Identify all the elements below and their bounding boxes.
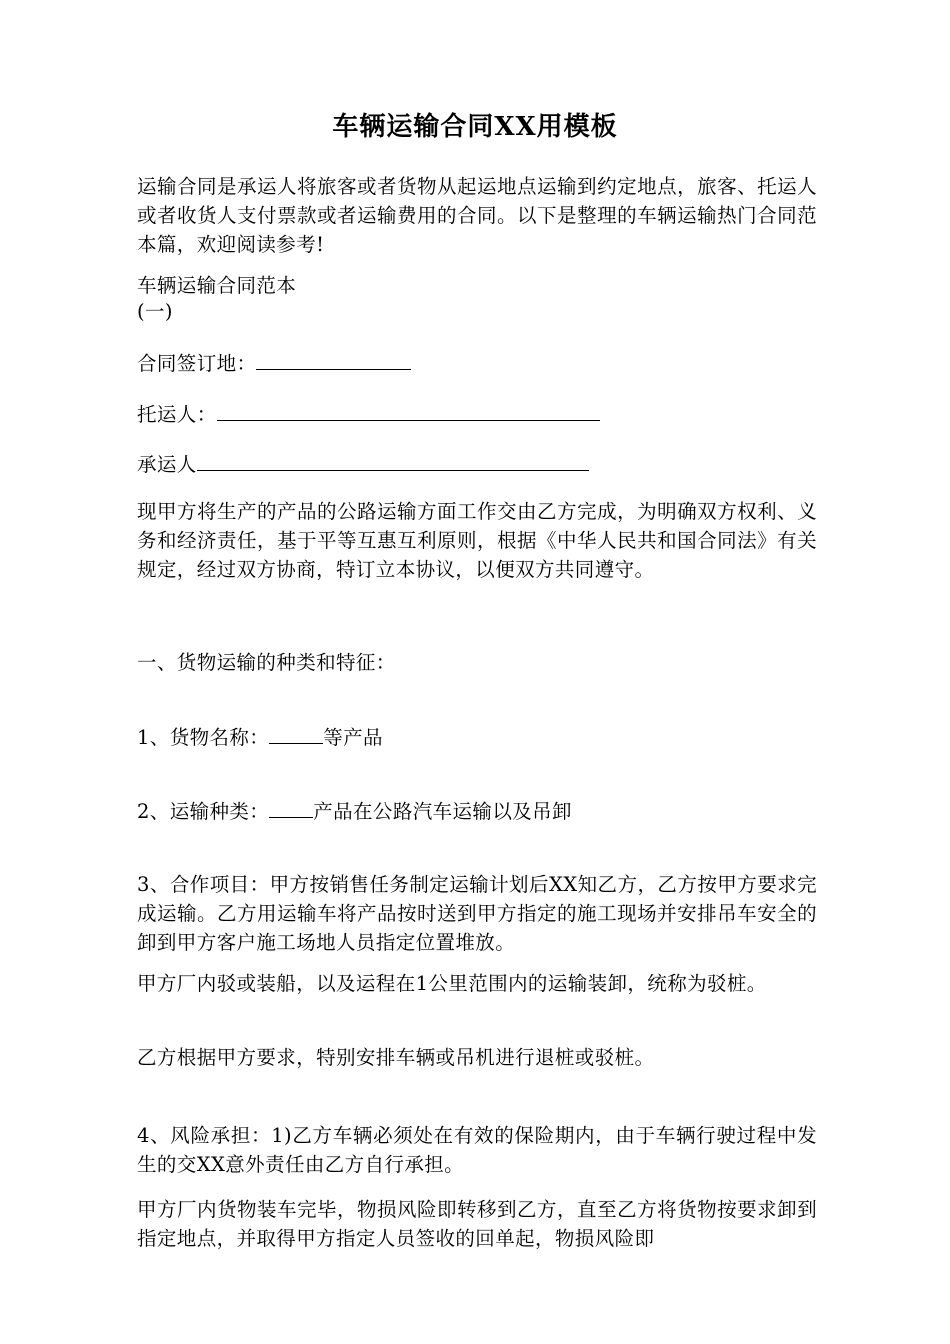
carrier-label: 承运人 [137,453,197,476]
sign-place-label: 合同签订地： [137,352,257,375]
section-heading: 车辆运输合同范本 [137,274,297,297]
intro-paragraph: 运输合同是承运人将旅客或者货物从起运地点运输到约定地点，旅客、托运人或者收货人支付票款或者运输费用的合同。以下是整理的车辆运输热门合同范本篇，欢迎阅读参考! [137,175,817,256]
shipper-line [137,399,600,429]
carrier-line [137,449,589,479]
sign-place-blank [256,348,411,370]
factory-paragraph: 甲方厂内驳或装船，以及运程在1公里范围内的运输装卸，统称为驳桩。 [137,972,767,995]
document-title: 车辆运输合同XX用模板 [332,112,618,142]
transport-type-blank [269,796,313,818]
item-1-prefix: 1、货物名称： [137,726,270,749]
carrier-blank [197,449,589,471]
shipper-label: 托运人： [137,403,217,426]
item-cargo-name [137,722,383,752]
cargo-name-blank [269,722,323,744]
item-risk: 4、风险承担：1)乙方车辆必须处在有效的保险期内，由于车辆行驶过程中发生的交XX意外责任由乙方自行承担。 [137,1124,817,1176]
sign-place-line [137,348,411,378]
item-cooperation: 3、合作项目：甲方按销售任务制定运输计划后XX知乙方，乙方按甲方要求完成运输。乙方用运输车将产品按时送到甲方指定的施工现场并安排吊车安全的卸到甲方客户施工场地人员指定位置堆放。 [137,873,817,954]
item-2-suffix: 产品在公路汽车运输以及吊卸 [313,800,572,823]
item-2-prefix: 2、运输种类： [137,800,270,823]
shipper-blank [217,399,600,421]
section-number: (一) [137,300,173,323]
item-transport-type [137,796,572,826]
arrange-paragraph: 乙方根据甲方要求，特别安排车辆或吊机进行退桩或驳桩。 [137,1046,655,1069]
preamble-paragraph: 现甲方将生产的产品的公路运输方面工作交由乙方完成，为明确双方权利、义务和经济责任，基于平等互惠互利原则，根据《中华人民共和国合同法》有关规定，经过双方协商，特订立本协议，以便双方共同遵守。 [137,500,817,581]
item-1-suffix: 等产品 [323,726,383,749]
heading-cargo-type: 一、货物运输的种类和特征： [137,651,396,674]
risk-paragraph: 甲方厂内货物装车完毕，物损风险即转移到乙方，直至乙方将货物按要求卸到指定地点，并取得甲方指定人员签收的回单起，物损风险即 [137,1198,817,1250]
